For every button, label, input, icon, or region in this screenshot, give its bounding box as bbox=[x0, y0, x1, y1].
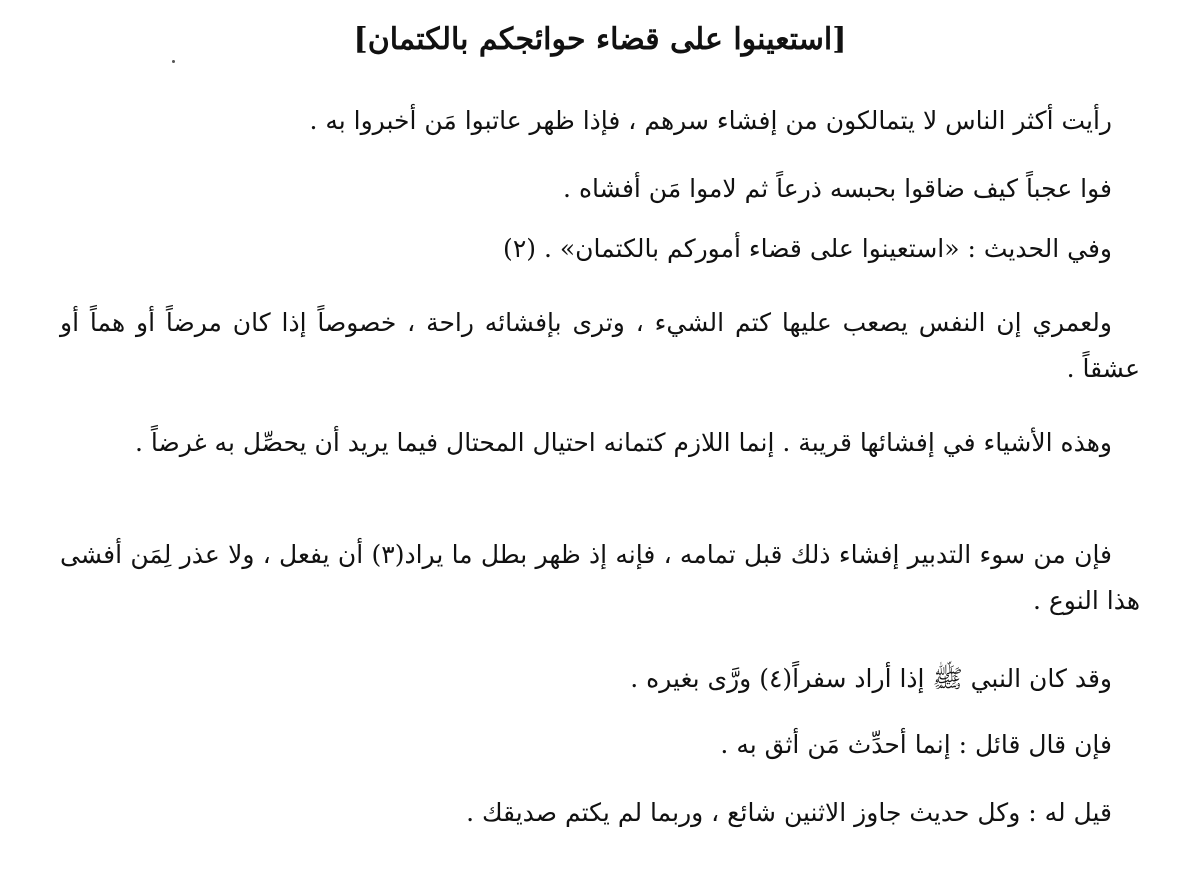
section-heading: [استعينوا على قضاء حوائجكم بالكتمان] bbox=[353, 22, 847, 57]
paragraph-8: فإن قال قائل : إنما أحدِّث مَن أثق به . bbox=[720, 730, 1112, 759]
scan-speck bbox=[172, 60, 175, 63]
paragraph-6: فإن من سوء التدبير إفشاء ذلك قبل تمامه ، فإنه إذ ظهر بطل ما يراد(٣) أن يفعل ، ولا عذر لِمَن أفشى هذا النوع . bbox=[60, 540, 1140, 615]
paragraph-4: ولعمري إن النفس يصعب عليها كتم الشيء ، وترى بإفشائه راحة ، خصوصاً إذا كان مرضاً أو هماً أو عشقاً . bbox=[60, 308, 1140, 383]
paragraph-2: فوا عجباً كيف ضاقوا بحبسه ذرعاً ثم لاموا مَن أفشاه . bbox=[563, 174, 1112, 203]
paragraph-1: رأيت أكثر الناس لا يتمالكون من إفشاء سرهم ، فإذا ظهر عاتبوا مَن أخبروا به . bbox=[309, 106, 1112, 135]
paragraph-9: قيل له : وكل حديث جاوز الاثنين شائع ، وربما لم يكتم صديقك . bbox=[466, 798, 1112, 827]
paragraph-7: وقد كان النبي ﷺ إذا أراد سفراً(٤) ورَّى بغيره . bbox=[630, 664, 1112, 693]
paragraph-5: وهذه الأشياء في إفشائها قريبة . إنما اللازم كتمانه احتيال المحتال فيما يريد أن يحصِّل به غرضاً . bbox=[134, 428, 1112, 457]
paragraph-3: وفي الحديث : «استعينوا على قضاء أموركم بالكتمان» . (٢) bbox=[503, 234, 1112, 263]
document-page bbox=[60, 0, 1140, 874]
